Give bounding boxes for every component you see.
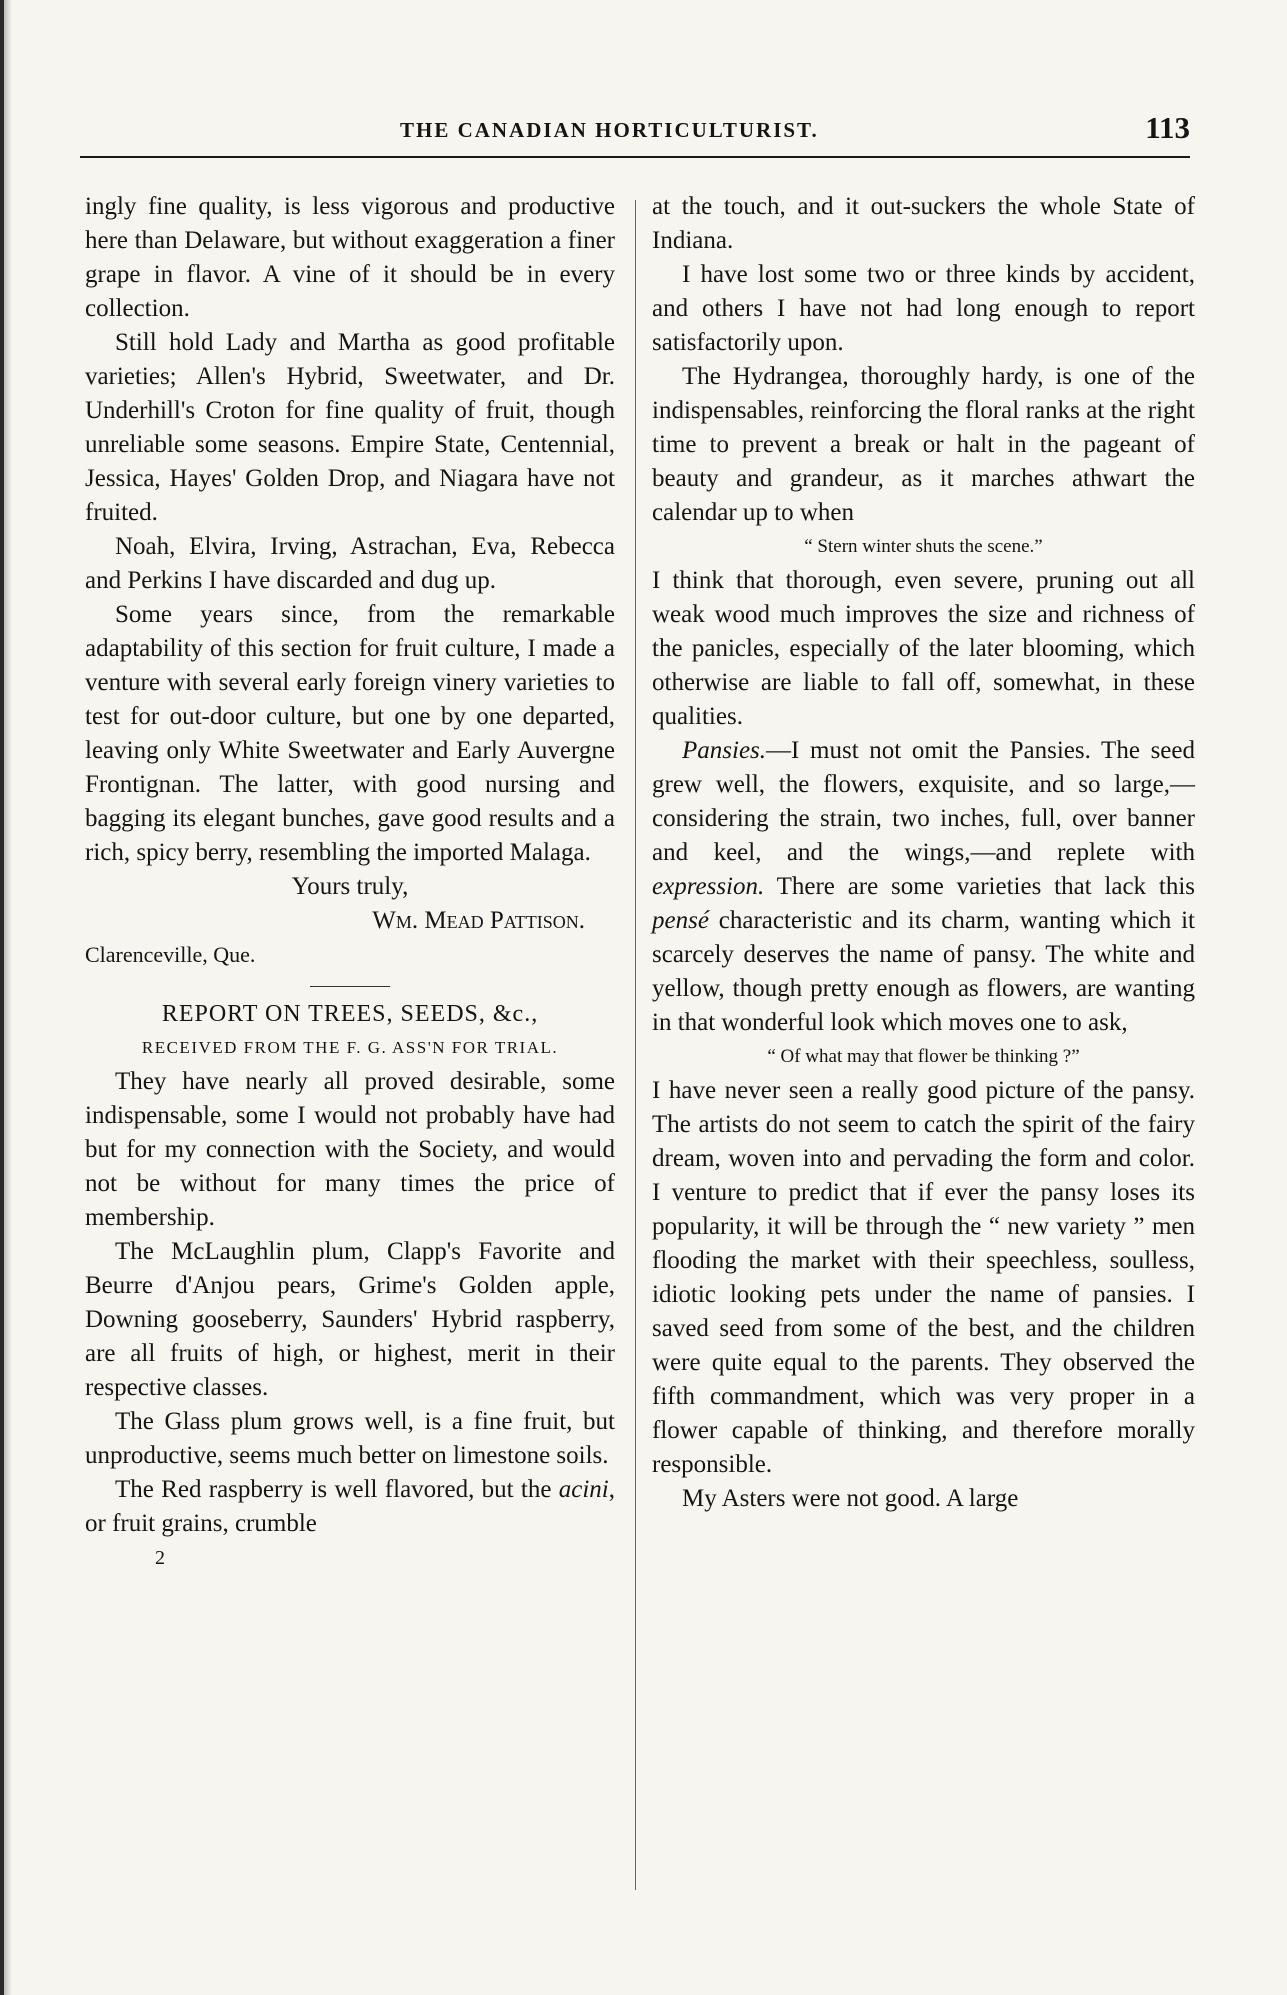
section-divider [310, 986, 390, 987]
left-column [85, 190, 615, 1575]
paragraph: They have nearly all proved desirable, some indispensable, some I would not probably have had but for my connection with the Society, and would not be without for many times the price of membership. [85, 1068, 615, 1231]
text-run: characteristic and its charm, wanting which it scarcely deserves the name of pansy. The white and yellow, though pretty enough as flowers, are wanting in that wonderful look which moves one to ask, [652, 907, 1195, 1036]
signature-mark: 2 [155, 1547, 165, 1569]
paragraph: The Hydrangea, thoroughly hardy, is one of the indispensables, reinforcing the floral ranks at the right time to prevent a break or halt in the pageant of beauty and grandeur, as it marches athwart the calendar up to when [652, 363, 1195, 526]
paragraph-label: Pansies. [682, 737, 767, 764]
letter-signature: Wm. Mead Pattison. [372, 907, 585, 934]
paragraph: The Glass plum grows well, is a fine fruit, but unproductive, seems much better on limestone soils. [85, 1408, 615, 1469]
paragraph: Noah, Elvira, Irving, Astrachan, Eva, Rebecca and Perkins I have discarded and dug up. [85, 533, 615, 594]
paragraph: Still hold Lady and Martha as good profitable varieties; Allen's Hybrid, Sweetwater, and Dr. Underhill's Croton for fine quality of fruit, though unreliable some seasons. Empire State, Centennial, Jessica, Hayes' Golden Drop, and Niagara have not fruited. [85, 329, 615, 526]
page-number: 113 [1145, 110, 1190, 145]
page-header [80, 110, 1190, 156]
letter-closing: Yours truly, [291, 873, 409, 900]
paragraph: at the touch, and it out-suckers the whole State of Indiana. [652, 193, 1195, 254]
letter-place: Clarenceville, Que. [85, 942, 256, 967]
paragraph: My Asters were not good. A large [682, 1485, 1019, 1512]
paragraph: I think that thorough, even severe, pruning out all weak wood much improves the size and richness of the panicles, especially of the later blooming, which otherwise are liable to fall off, somewhat, in these qualities. [652, 567, 1195, 730]
running-head: THE CANADIAN HORTICULTURIST. [400, 118, 819, 142]
italic-term: acini [558, 1476, 609, 1503]
paragraph: Some years since, from the remarkable adaptability of this section for fruit culture, I made a venture with several early foreign vinery varieties to test for out-door culture, but one by one departed, leaving only White Sweetwater and Early Auvergne Frontignan. The latter, with good nursing and bagging its elegant bunches, gave good results and a rich, spicy berry, resembling the imported Malaga. [85, 601, 615, 866]
column-divider [635, 200, 636, 1890]
text-run: , or fruit grains, crumble [85, 1476, 615, 1537]
paragraph: I have never seen a really good picture of the pansy. The artists do not seem to catch the spirit of the fairy dream, woven into and pervading the form and color. I venture to predict that if ever the pansy loses its popularity, it will be through the “ new variety ” men flooding the market with their speechless, soulless, idiotic looking pets under the name of pansies. I saved seed from some of the best, and the children were quite equal to the parents. They observed the fifth commandment, which was very proper in a flower capable of thinking, and therefore morally responsible. [652, 1077, 1195, 1478]
quotation: “ Of what may that flower be thinking ?” [767, 1046, 1080, 1067]
italic-term: pensé [652, 907, 709, 934]
text-run: There are some varieties that lack this [764, 873, 1195, 900]
section-title: REPORT ON TREES, SEEDS, &c., [161, 1001, 539, 1027]
paragraph [652, 734, 1195, 1040]
header-rule [80, 156, 1190, 158]
right-column [652, 190, 1195, 1516]
quotation: “ Stern winter shuts the scene.” [804, 536, 1043, 557]
paragraph: I have lost some two or three kinds by accident, and others I have not had long enough to report satisfactorily upon. [652, 261, 1195, 356]
italic-term: expression. [652, 873, 765, 900]
paragraph [85, 1473, 615, 1541]
paragraph: ingly fine quality, is less vigorous and productive here than Delaware, but without exaggeration a finer grape in flavor. A vine of it should be in every collection. [85, 193, 615, 322]
section-subtitle: RECEIVED FROM THE F. G. ASS'N FOR TRIAL. [141, 1038, 559, 1057]
text-run: —I must not omit the Pansies. The seed grew well, the flowers, exquisite, and so large,—considering the strain, two inches, full, over banner and keel, and the wings,—and replete with [652, 737, 1195, 866]
text-run: The Red raspberry is well flavored, but the [115, 1476, 559, 1503]
scan-edge [0, 0, 12, 1995]
paragraph: The McLaughlin plum, Clapp's Favorite and Beurre d'Anjou pears, Grime's Golden apple, Downing gooseberry, Saunders' Hybrid raspberry, are all fruits of high, or highest, merit in their respective classes. [85, 1238, 615, 1401]
